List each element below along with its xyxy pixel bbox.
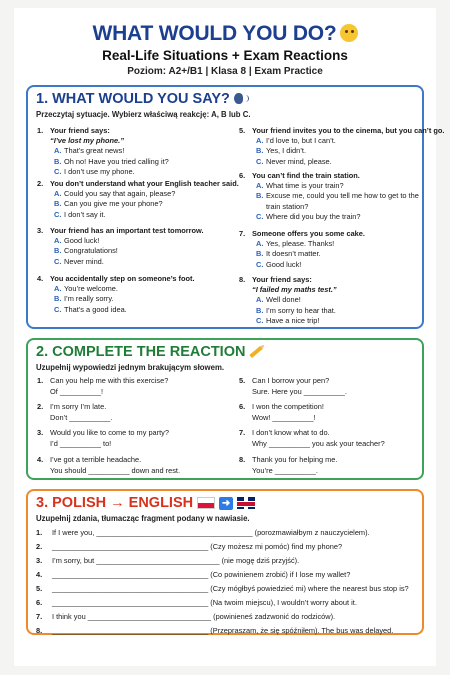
translation-item-1[interactable]: 1. If I were you, ______________________________________ (porozmawiałbym z nauczycielem). xyxy=(36,528,370,537)
question-stem: You accidentally step on someone’s foot. xyxy=(50,274,195,283)
question-stem: Your friend says: xyxy=(252,275,312,284)
translation-item-2[interactable]: 2. ______________________________________ (Czy możesz mi pomóc) find my phone? xyxy=(36,542,343,551)
section-complete-the-reaction xyxy=(26,338,424,480)
translation-item-4[interactable]: 4. ______________________________________ (Co powinienem zrobić) if I lose my wallet? xyxy=(36,570,351,579)
question-quote: “I’ve lost my phone.” xyxy=(50,136,124,146)
section1-heading: 1. WHAT WOULD YOU SAY? xyxy=(36,91,248,107)
option-b[interactable]: B. Congratulations! xyxy=(54,246,118,256)
question-stem: Your friend has an important test tomorrow. xyxy=(50,226,204,235)
mc-question-5: 5. Your friend invites you to the cinema, but you can’t go. A. I’d love to, but I can’t. B. Yes, I didn’t. C. Never mind, please. xyxy=(239,126,445,166)
mc-question-1 xyxy=(37,126,228,177)
gap-item-1: 1. Can you help me with this exercise? Of __________! xyxy=(50,376,228,397)
option-b[interactable]: B. It doesn’t matter. xyxy=(256,249,321,259)
question-stem: Your friend invites you to the cinema, but you can’t go. xyxy=(252,126,445,135)
question-stem: Someone offers you some cake. xyxy=(252,229,365,238)
gap-answer[interactable]: You should __________ down and rest. xyxy=(50,465,180,475)
poland-flag-icon xyxy=(197,497,215,509)
gap-item-5: 5. Can I borrow your pen? Sure. Here you __________. xyxy=(252,376,420,397)
option-b[interactable]: B. Can you give me your phone? xyxy=(54,199,163,209)
option-c[interactable]: C. I don’t say it. xyxy=(54,209,106,219)
level-info: Poziom: A2+/B1 | Klasa 8 | Exam Practice xyxy=(127,66,323,77)
uk-flag-icon xyxy=(237,497,255,509)
option-b[interactable]: B. Oh no! Have you tried calling it? xyxy=(54,156,169,166)
worksheet-page xyxy=(14,8,445,666)
question-stem: Your friend says: xyxy=(50,126,110,135)
gap-item-6: 6. I won the competition! Wow! __________! xyxy=(252,402,420,423)
mc-question-6: 6. You can’t find the train station. A. What time is your train? B. Excuse me, could you tell me how to get to the train station? C. Where did you buy the train? xyxy=(239,171,419,221)
option-c[interactable]: C. Never mind, please. xyxy=(256,156,332,166)
question-number: 1. xyxy=(37,126,44,135)
option-c[interactable]: C. I don’t use my phone. xyxy=(54,166,135,176)
option-c[interactable]: C. Have a nice trip! xyxy=(256,315,320,325)
mc-question-2: 2. You don’t understand what your English teacher said. A. Could you say that again, please? B. Can you give me your phone? C. I don’t say it. xyxy=(37,179,239,219)
right-arrow-icon: ➜ xyxy=(219,497,233,510)
section2-instruction: Uzupełnij wypowiedzi jednym brakującym słowem. xyxy=(36,363,225,372)
question-stem: You can’t find the train station. xyxy=(252,171,360,180)
gap-answer[interactable]: Sure. Here you __________. xyxy=(252,386,347,396)
option-c[interactable]: C. Never mind. xyxy=(54,256,104,266)
mc-question-7: 7. Someone offers you some cake. A. Yes, please. Thanks! B. It doesn’t matter. C. Good luck! xyxy=(252,229,420,270)
page-title: WHAT WOULD YOU DO? xyxy=(14,22,436,46)
option-a[interactable]: A. What time is your train? xyxy=(256,181,344,191)
section1-instruction: Przeczytaj sytuacje. Wybierz właściwą reakcję: A, B lub C. xyxy=(36,110,251,119)
mc-question-3: 3. Your friend has an important test tomorrow. A. Good luck! B. Congratulations! C. Never mind. xyxy=(50,226,228,267)
gap-item-3: 3. Would you like to come to my party? I’d __________ to! xyxy=(50,428,228,449)
gap-item-4: 4. I’ve got a terrible headache. You should __________ down and rest. xyxy=(50,455,228,476)
translation-item-7[interactable]: 7. I think you ______________________________ (powinieneś zadzwonić do rodziców). xyxy=(36,612,336,621)
section2-heading: 2. COMPLETE THE REACTION xyxy=(36,344,263,360)
section-polish-english xyxy=(26,489,424,635)
gap-answer[interactable]: I’d __________ to! xyxy=(50,438,112,448)
section3-heading: 3. POLISH → ENGLISH ➜ xyxy=(36,495,255,511)
option-a[interactable]: A. That’s great news! xyxy=(54,146,125,156)
mc-question-8: 8. Your friend says: “I failed my maths test.” A. Well done! B. I’m sorry to hear that. C. Have a nice trip! xyxy=(252,275,420,326)
thinking-face-icon xyxy=(340,24,358,42)
option-b[interactable]: B. Excuse me, could you tell me how to get to the train station? xyxy=(256,191,419,211)
option-a[interactable]: A. Could you say that again, please? xyxy=(54,189,176,199)
option-c[interactable]: C. Where did you buy the train? xyxy=(256,211,361,221)
gap-item-8: 8. Thank you for helping me. You’re __________. xyxy=(252,455,420,476)
question-stem: You don’t understand what your English teacher said. xyxy=(50,179,239,188)
pencil-icon xyxy=(250,346,263,358)
gap-answer[interactable]: Don’t __________. xyxy=(50,412,113,422)
gap-answer[interactable]: Wow! __________! xyxy=(252,412,316,422)
option-a[interactable]: A. Good luck! xyxy=(54,236,100,246)
question-quote: “I failed my maths test.” xyxy=(252,285,337,295)
gap-item-2: 2. I’m sorry I’m late. Don’t __________. xyxy=(50,402,228,423)
option-b[interactable]: B. I’m really sorry. xyxy=(54,294,114,304)
page-subtitle: Real-Life Situations + Exam Reactions xyxy=(102,48,348,63)
gap-answer[interactable]: Of __________! xyxy=(50,386,104,396)
speaking-head-icon xyxy=(234,93,248,104)
mc-question-4: 4. You accidentally step on someone’s foot. A. You’re welcome. B. I’m really sorry. C. That’s a good idea. xyxy=(50,274,228,315)
option-b[interactable]: B. Yes, I didn’t. xyxy=(256,146,306,156)
option-a[interactable]: A. You’re welcome. xyxy=(54,284,118,294)
gap-item-7: 7. I don’t know what to do. Why __________ you ask your teacher? xyxy=(252,428,420,449)
translation-item-5[interactable]: 5. ______________________________________ (Czy mógłbyś powiedzieć mi) where the nearest bus stop is? xyxy=(36,584,409,593)
translation-item-8[interactable]: 8. ______________________________________ (Przepraszam, że się spóźniłem). The bus was delayed. xyxy=(36,626,394,635)
option-c[interactable]: C. Good luck! xyxy=(256,259,302,269)
translation-item-3[interactable]: 3. I’m sorry, but ______________________________ (nie mogę dziś przyjść). xyxy=(36,556,300,565)
option-c[interactable]: C. That’s a good idea. xyxy=(54,304,127,314)
section3-instruction: Uzupełnij zdania, tłumacząc fragment podany w nawiasie. xyxy=(36,514,250,523)
option-a[interactable]: A. Yes, please. Thanks! xyxy=(256,239,335,249)
translation-item-6[interactable]: 6. ______________________________________ (Na twoim miejscu), I wouldn’t worry about it. xyxy=(36,598,357,607)
section-what-would-you-say xyxy=(26,85,445,329)
option-a[interactable]: A. I’d love to, but I can’t. xyxy=(256,136,336,146)
gap-answer[interactable]: You’re __________. xyxy=(252,465,318,475)
option-b[interactable]: B. I’m sorry to hear that. xyxy=(256,305,336,315)
gap-answer[interactable]: Why __________ you ask your teacher? xyxy=(252,438,385,448)
option-a[interactable]: A. Well done! xyxy=(256,295,301,305)
